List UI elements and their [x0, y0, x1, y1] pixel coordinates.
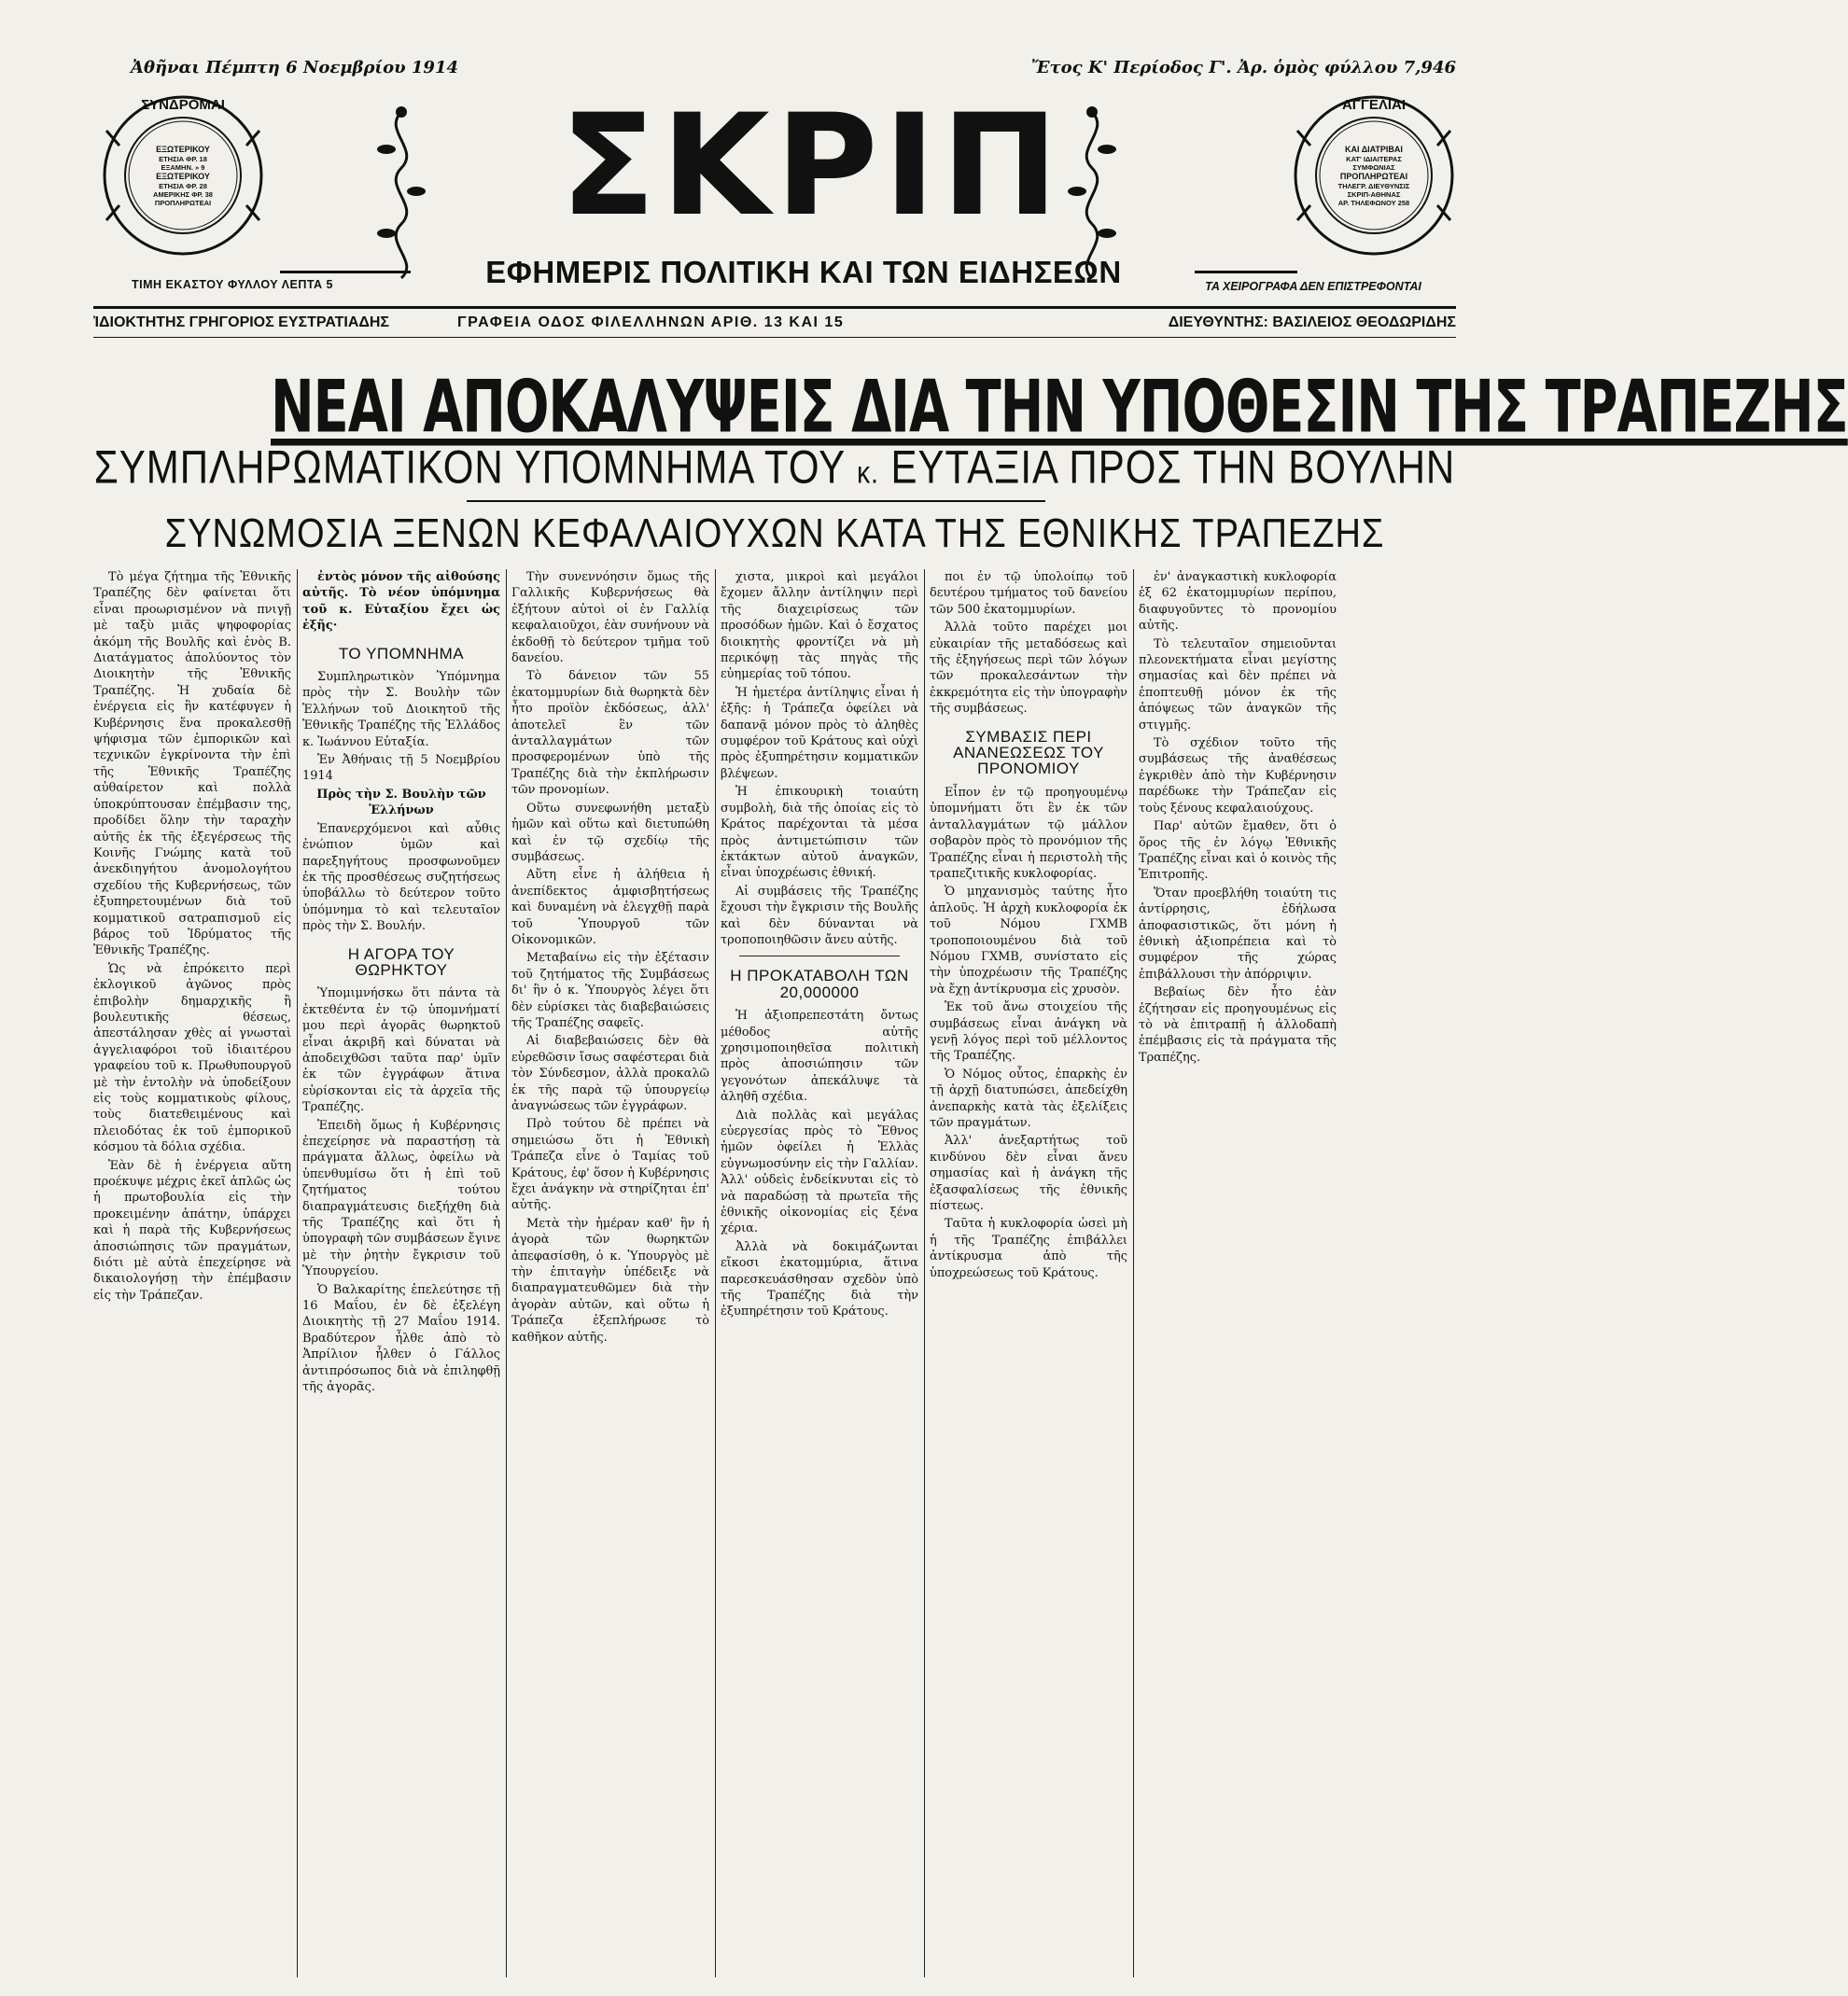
issue-date: Ἀθῆναι Πέμπτη 6 Νοεμβρίου 1914 [131, 58, 458, 77]
paragraph: Μετὰ τὴν ἡμέραν καθ' ἣν ἡ ἀγορὰ τῶν θωρηκτῶν ἀπεφασίσθη, ὁ κ. Ὑπουργὸς μὲ τὴν ἐπιταγὴν ὑπέδειξε νὰ διαπραγματευθῶμεν διὰ τὴν ἀγορὰν αὐτῶν, καὶ οὕτω ἡ Τράπεζα ἐξεπλήρωσε τὸ καθῆκον αὐτῆς. [511, 1216, 709, 1345]
subscriptions-ring-label: ΣΥΝΔΡΟΜΑΙ [141, 97, 225, 113]
offices-address: ΓΡΑΦΕΙΑ ΟΔΟΣ ΦΙΛΕΛΛΗΝΩΝ ΑΡΙΘ. 13 ΚΑΙ 15 [457, 314, 845, 330]
second-headline: ΣΥΜΠΛΗΡΩΜΑΤΙΚΟΝ ΥΠΟΜΝΗΜΑ ΤΟΥ κ. ΕΥΤΑΞΙΑ ΠΡΟΣ ΤΗΝ ΒΟΥΛΗΝ [93, 440, 1456, 494]
paragraph: Ὑπομιμνήσκω ὅτι πάντα τὰ ἐκτεθέντα ἐν τῷ ὑπομνήματί μου περὶ ἀγορᾶς θωρηκτοῦ εἶναι ἀκριβῆ καὶ δύναται νὰ ἀποδειχθῶσι ταῦτα παρ' ὑμῖν ἐκ τῶν ἐγγράφων ἅτινα εὑρίσκονται εἰς τὰ ἀρχεῖα τῆς Τραπέζης. [302, 986, 500, 1115]
paragraph: Ὁ μηχανισμὸς ταύτης ἦτο ἁπλοῦς. Ἡ ἀρχὴ κυκλοφορία ἐκ τοῦ Νόμου ΓΧΜΒ τροποποιουμένου διὰ τοῦ Νόμου ΓΧΜΒ, συνίστατο εἰς τὴν ὑποχρέωσιν τῆς Τραπέζης νὰ ἔχῃ ἀντίκρυσμα εἰς χρυσὸν. [930, 885, 1127, 997]
paragraph: Μεταβαίνω εἰς τὴν ἐξέτασιν τοῦ ζητήματος τῆς Συμβάσεως δι' ἣν ὁ κ. Ὑπουργὸς λέγει ὅτι δὲν εὑρίσκει τὰς διαβεβαιώσεις τῆς Τραπέζης σαφεῖς. [511, 951, 709, 1030]
section-heading: Η ΑΓΟΡΑ ΤΟΥ ΘΩΡΗΚΤΟΥ [347, 944, 455, 979]
article-columns [93, 569, 1456, 1977]
subscriptions-rates: ΕΞΩΤΕΡΙΚΟΥ ΕΤΗΣΙΑ ΦΡ. 18 ΕΞΑΜΗΝ. » 9 ΕΞΩΤΕΡΙΚΟΥ ΕΤΗΣΙΑ ΦΡ. 28 ΑΜΕΡΙΚΗΣ ΦΡ. 38 ΠΡΟΠΛΗΡΩΤΕΑΙ [153, 144, 213, 207]
paragraph: Οὕτω συνεφωνήθη μεταξὺ ἡμῶν καὶ οὕτω καὶ διετυπώθη καὶ ἐν τῷ σχεδίῳ τῆς συμβάσεως. [511, 801, 709, 864]
advertisements-ring-label: ΑΓΓΕΛΙΑΙ [1341, 97, 1407, 113]
column-5 [930, 569, 1127, 1977]
paragraph: Ὁ Βαλκαρίτης ἐπελεύτησε τῇ 16 Μαΐου, ἐν δὲ ἐξελέγη Διοικητὴς τῇ 27 Μαΐου 1914. Βραδύτερον ἦλθε ἀπὸ τὸ Ἀπρίλιον ἦλθεν ὁ Γάλλος ἀντιπρόσωπος διὰ νὰ ἐπιληφθῇ τῆς ἀγορᾶς. [302, 1282, 500, 1395]
paragraph: Τὴν συνεννόησιν ὅμως τῆς Γαλλικῆς Κυβερνήσεως θὰ ἐξήτουν αὐτοὶ οἱ ἐν Γαλλίᾳ κεφαλαιοῦχοι, ἐὰν συνήνουν νὰ ἐκδοθῇ τὸ δεύτερον τμῆμα τοῦ δανείου. [511, 570, 709, 666]
owner: ἸΔΙΟΚΤΗΤΗΣ ΓΡΗΓΟΡΙΟΣ ΕΥΣΤΡΑΤΙΑΔΗΣ [93, 314, 390, 330]
price-note: ΤΙΜΗ ΕΚΑΣΤΟΥ ΦΥΛΛΟΥ ΛΕΠΤΑ 5 [131, 278, 334, 291]
paragraph: Παρ' αὐτῶν ἔμαθεν, ὅτι ὁ ὅρος τῆς ἐν λόγῳ Ἐθνικῆς Τραπέζης εἶναι καὶ ὁ κοινὸς τῆς Ἐπιτροπῆς. [1139, 819, 1337, 883]
paragraph: Ἐκ τοῦ ἄνω στοιχείου τῆς συμβάσεως εἶναι ἀνάγκη νὰ γενῇ λόγος περὶ τοῦ μέλλοντος τῆς Τραπέζης. [930, 1000, 1127, 1064]
paragraph: ἐντὸς μόνον τῆς αἰθούσης αὐτῆς. Τὸ νέον ὑπόμνημα τοῦ κ. Εὐταξίου ἔχει ὡς ἑξῆς· [302, 570, 500, 634]
paragraph: Πρὸ τούτου δὲ πρέπει νὰ σημειώσω ὅτι ἡ Ἐθνικὴ Τράπεζα εἶνε ὁ Ταμίας τοῦ Κράτους, ἐφ' ὅσον ἡ Κυβέρνησις ἔχει ἀνάγκην νὰ στηρίζηται ἐπ' αὐτῆς. [511, 1117, 709, 1213]
paragraph: ποι ἐν τῷ ὑπολοίπῳ τοῦ δευτέρου τμήματος τοῦ δανείου τῶν 500 ἑκατομμυρίων. [930, 570, 1127, 617]
paragraph: Τὸ σχέδιον τοῦτο τῆς συμβάσεως τῆς ἀναθέσεως ἐγκριθὲν ἀπὸ τὴν Κυβέρνησιν παρέδωκε τὴν Τράπεζαν εἰς τοὺς ξένους κεφαλαιούχους. [1139, 736, 1337, 816]
subtitle-rule [280, 271, 411, 273]
section-heading: ΣΥΜΒΑΣΙΣ ΠΕΡΙ ΑΝΑΝΕΩΣΕΩΣ ΤΟΥ ΠΡΟΝΟΜΙΟΥ [953, 727, 1104, 778]
masthead [93, 85, 1456, 293]
paragraph: Ἐὰν δὲ ἡ ἐνέργεια αὕτη προέκυψε μέχρις ἐκεῖ ἁπλῶς ὡς ἡ πρωτοβουλία εἰς τὴν προκειμένην ἀπάτην, ὑπάρχει καὶ ἡ παρὰ τῆς Κυβερνήσεως ἀποσιώπησις τῶν πραγμάτων, διότι μὲ αὐτὰ ἐπεχείρησε νὰ δικαιολογήσῃ τὴν ἐπέμβασιν εἰς τὴν Τράπεζαν. [93, 1158, 291, 1303]
column-1 [93, 569, 291, 1977]
paragraph: Ἠ ἀξιοπρεπεστάτη ὄντως μέθοδος αὐτῆς χρησιμοποιηθεῖσα πολιτικὴ πρὸς ἀποσιώπησιν τῶν γεγονότων ἀπεκάλυψε τὰ ἀληθῆ σχέδια. [721, 1009, 918, 1105]
paragraph: Ἐπανερχόμενοι καὶ αὖθις ἐνώπιον ὑμῶν καὶ παρεξηγήτους προσφωνοῦμεν ἐκ τῆς προσθέσεως συζητήσεως ὑποβάλλω τὸ δεύτερον τοῦτο ὑπόμνημα τὸ καὶ τελευταῖον πρὸς τὴν Σ. Βουλήν. [302, 821, 500, 934]
main-headline: ΝΕΑΙ ΑΠΟΚΑΛΥΨΕΙΣ ΔΙΑ ΤΗΝ ΥΠΟΘΕΣΙΝ ΤΗΣ ΤΡΑΠΕΖΗΣ [271, 364, 1848, 450]
manuscripts-note: ΤΑ ΧΕΙΡΟΓΡΑΦΑ ΔΕΝ ΕΠΙΣΤΡΕΦΟΝΤΑΙ [1205, 280, 1421, 293]
paragraph: Ἐπειδὴ ὅμως ἡ Κυβέρνησις ἐπεχείρησε νὰ παραστήσῃ τὰ πράγματα ἄλλως, ὀφείλω νὰ ὑπενθυμίσω ὅτι ἡ ἐπὶ τοῦ ζητήματος τούτου διαπραγμάτευσις διεξήχθη διὰ τῆς Τραπέζης καὶ ὅτι ἡ ὑπογραφὴ τῶν συμβάσεων ἔγινε μὲ τὴν ῥητὴν ἔγκρισιν τοῦ Ὑπουργείου. [302, 1118, 500, 1279]
headline-rule [467, 500, 1045, 502]
paragraph: Εἶπον ἐν τῷ προηγουμένῳ ὑπομνήματι ὅτι ἓν ἐκ τῶν ἀνταλλαγμάτων τῷ μάλλον σοβαρὸν πρὸς τὸ προνόμιον τῆς Τραπέζης εἶναι ἡ περιστολὴ τῆς τραπεζιτικῆς κυκλοφορίας. [930, 785, 1127, 881]
advertisements-terms: ΚΑΙ ΔΙΑΤΡΙΒΑΙ ΚΑΤ' ΙΔΙΑΙΤΕΡΑΣ ΣΥΜΦΩΝΙΑΣ ΠΡΟΠΛΗΡΩΤΕΑΙ ΤΗΛΕΓΡ. ΔΙΕΥΘΥΝΣΙΣ ΣΚΡΙΠ-ΑΘΗΝΑΣ ΑΡ. ΤΗΛΕΦΩΝΟΥ 258 [1337, 144, 1410, 207]
issue-number: Ἔτος Κ' Περίοδος Γ'. Ἀρ. ὁμὸς φύλλου 7,946 [1030, 58, 1456, 77]
memo-date: Ἐν Ἀθήναις τῇ 5 Νοεμβρίου 1914 [302, 753, 500, 784]
section-heading: Η ΠΡΟΚΑΤΑΒΟΛΗ ΤΩΝ 20,000000 [730, 967, 909, 1001]
paragraph: ἐν' ἀναγκαστικὴ κυκλοφορία ἐξ 62 ἑκατομμυρίων περίπου, διαφυγοῦντες τὸ προνομίου αὐτῆς. [1139, 570, 1337, 634]
paragraph: Τὸ τελευταῖον σημειοῦνται πλεονεκτήματα εἶναι μεγίστης σημασίας καὶ δὲν πρέπει νὰ ἐποπτευθῇ μόνον ἐκ τῆς ἀπόψεως τῶν ἀναγκῶν τῆς στιγμῆς. [1139, 636, 1337, 733]
third-headline: ΣΥΝΩΜΟΣΙΑ ΞΕΝΩΝ ΚΕΦΑΛΑΙΟΥΧΩΝ ΚΑΤΑ ΤΗΣ ΕΘΝΙΚΗΣ ΤΡΑΠΕΖΗΣ [164, 511, 1385, 557]
masthead-subtitle: ΕΦΗΜΕΡΙΣ ΠΟΛΙΤΙΚΗ ΚΑΙ ΤΩΝ ΕΙΔΗΣΕΩΝ [485, 255, 1122, 289]
column-rule [715, 569, 716, 1977]
paragraph: Αὕτη εἶνε ἡ ἀλήθεια ἡ ἀνεπίδεκτος ἀμφισβητήσεως καὶ δυναμένη νὰ ἐλεγχθῇ παρὰ τοῦ Ὑπουργοῦ τῶν Οἰκονομικῶν. [511, 868, 709, 947]
column-rule [506, 569, 507, 1977]
paragraph: Ἀλλ' ἀνεξαρτήτως τοῦ κινδύνου δὲν εἶναι ἄνευ σημασίας καὶ ἡ ἀνάγκη τῆς ἐξασφαλίσεως τῆς ἐθνικῆς πίστεως. [930, 1134, 1127, 1214]
column-3 [511, 569, 709, 1977]
paragraph: Ὅταν προεβλήθη τοιαύτη τις ἀντίρρησις, ἐδήλωσα ἀποφασιστικῶς, ὅτι μόνη ἡ ἐθνικὴ ἀξιοπρέπεια καὶ τὸ συμφέρον τῆς χώρας ἐπιβάλλουσι τὴν ἀπόρριψιν. [1139, 886, 1337, 982]
column-rule [297, 569, 298, 1977]
paragraph: Ἀλλὰ τοῦτο παρέχει μοι εὐκαιρίαν τῆς μεταδόσεως καὶ τῆς ἐξηγήσεως περὶ τῶν λόγων τῶν προκαλεσάντων τὴν ἐκκρεμότητα εἰς τὴν ὑπογραφὴν τῆς συμβάσεως. [930, 621, 1127, 717]
paragraph: χιστα, μικροὶ καὶ μεγάλοι ἔχομεν ἄλλην ἀντίληψιν περὶ τῆς διαχειρίσεως τῶν προσόδων ἡμῶν. Καὶ ὁ ἔσχατος διοικητὴς φροντίζει νὰ μὴ περικόψῃ τὰς πηγὰς τῆς εὐημερίας τοῦ τόπου. [721, 570, 918, 682]
logo [523, 85, 1101, 247]
paragraph: Συμπληρωτικὸν Ὑπόμνημα πρὸς τὴν Σ. Βουλὴν τῶν Ἑλλήνων τοῦ Διοικητοῦ τῆς Ἐθνικῆς Τραπέζης τῆς Ἑλλάδος κ. Ἰωάννου Εὐταξία. [302, 670, 500, 749]
subscriptions-rosette [101, 93, 265, 258]
memo-address: Πρὸς τὴν Σ. Βουλὴν τῶν Ἑλλήνων [316, 787, 486, 818]
paragraph: Τὸ δάνειον τῶν 55 ἑκατομμυρίων διὰ θωρηκτὰ δὲν ἦτο προϊὸν ἐκδόσεως, ἀλλ' ἀποτελεῖ ἓν τῶν ἀνταλλαγμάτων τῶν προσφερομένων ὑπὸ τῆς Τραπέζης διὰ τὴν ἐκπλήρωσιν τῶν προνομίων. [511, 669, 709, 798]
paragraph: Βεβαίως δὲν ἦτο ἐὰν ἐζήτησαν εἰς προηγουμένως εἰς τὸ νὰ ἐπιτραπῇ ἡ ἀλλοδαπὴ ἐπέμβασις εἰς τὰ πράγματα τῆς Τραπέζης. [1139, 985, 1337, 1065]
column-4 [721, 569, 918, 1977]
column-rule [924, 569, 925, 1977]
paragraph: Ἡ ἐπικουρικὴ τοιαύτη συμβολὴ, διὰ τῆς ὁποίας εἰς τὸ Κράτος παρέχονται τὰ μέσα πρὸς ἀντιμετώπισιν τῶν ἐκτάκτων αὐτοῦ ἀναγκῶν, εἶναι ὑποχρέωσις ἐθνική. [721, 785, 918, 881]
paragraph: Διὰ πολλὰς καὶ μεγάλας εὐεργεσίας πρὸς τὸ Ἔθνος ἡμῶν ὀφείλει ἡ Ἑλλὰς εὐγνωμοσύνην εἰς τὴν Γαλλίαν. Ἀλλ' οὐδεὶς ἐνδείκνυται εἰς τὸ νὰ παραδώσῃ τὰ πρωτεῖα τῆς ἐθνικῆς οἰκονομίας εἰς ξένα χέρια. [721, 1108, 918, 1236]
info-bar [93, 306, 1456, 338]
paragraph: Ὁ Νόμος οὗτος, ἐπαρκὴς ἐν τῇ ἀρχῇ διατυπώσει, ἀπεδείχθη ἀνεπαρκὴς κατὰ τὰς ἐξελίξεις τῶν πραγμάτων. [930, 1067, 1127, 1130]
subtitle-rule [1195, 271, 1297, 273]
paragraph: Αἱ συμβάσεις τῆς Τραπέζης ἔχουσι τὴν ἔγκρισιν τῆς Βουλῆς καὶ δὲν δύνανται νὰ τροποποιηθῶσιν ἄνευ αὐτῆς. [721, 884, 918, 947]
column-6 [1139, 569, 1337, 1977]
paragraph: Αἱ διαβεβαιώσεις δὲν θὰ εὑρεθῶσιν ἴσως σαφέστεραι διὰ τὸν Σύνδεσμον, ἀλλὰ προκαλῶ ἐκ τῆς παρὰ τῷ ὑπουργείῳ ἀναγνώσεως τῶν ἐγγράφων. [511, 1034, 709, 1113]
column-2 [302, 569, 500, 1977]
paragraph: Ὡς νὰ ἐπρόκειτο περὶ ἐκλογικοῦ ἀγῶνος πρὸς ἐπιβολὴν δημαρχικῆς ἢ βουλευτικῆς θέσεως, ἀπεστάλησαν χθὲς αἱ γνωσταὶ ἀγγελιαφόροι τοῦ ἰδιαιτέρου γραφείου τοῦ κ. Πρωθυπουργοῦ μὲ τὴν ἐντολὴν νὰ ὑποδείξουν εἰς τοὺς κομματικοὺς φίλους, τοὺς διατεθειμένους καὶ πλειοδότας ἐκ τοῦ ἐμπορικοῦ κόσμου τὰ δόλια σχέδια. [93, 961, 291, 1155]
paragraph: Τὸ μέγα ζήτημα τῆς Ἐθνικῆς Τραπέζης δὲν φαίνεται ὅτι εἶναι προωρισμένον νὰ πνιγῇ μὲ ταξὺ μιᾶς ψηφοφορίας ἀκόμη τῆς Βουλῆς καὶ ἑνὸς Β. Διατάγματος ἀπολύοντος τὸν Διοικητὴν τῆς Ἐθνικῆς Τραπέζης. Ἡ χυδαία δὲ ἐνέργεια εἰς ἣν κατέφυγεν ἡ Κυβέρνησις ἕνα προκαλεσθῇ ψήφισμα τῶν ἐμπορικῶν καὶ τεχνικῶν ἐγκρίνοντα τὴν ἐπὶ τῆς Ἐθνικῆς Τραπέζης αὐθαίρετον καὶ πολλὰ ὑποκρύπτουσαν ἐπέμβασιν της, προδίδει ὅλην τὴν ταραχὴν αὐτῆς ἐκ τῆς ἐξεγέρσεως τῆς Κοινῆς Γνώμης κατὰ τοῦ ἀνεκδιηγήτου ἀνομολογήτου σχεδίου τῆς Κυβερνήσεως, τῶν ἐξυπηρετουμένων διὰ τοῦ κομματικοῦ σατραπισμοῦ εἰς βάρος τοῦ Ἱδρύματος τῆς Ἐθνικῆς Τραπέζης. [93, 570, 291, 958]
advertisements-rosette [1292, 93, 1456, 258]
column-rule [1133, 569, 1134, 1977]
section-heading: ΤΟ ΥΠΟΜΝΗΜΑ [338, 644, 465, 663]
director: ΔΙΕΥΘΥΝΤΗΣ: ΒΑΣΙΛΕΙΟΣ ΘΕΟΔΩΡΙΔΗΣ [1168, 314, 1456, 330]
paragraph: Ἡ ἡμετέρα ἀντίληψις εἶναι ἡ ἐξῆς: ἡ Τράπεζα ὀφείλει νὰ δαπανᾷ μόνον πρὸς τὸ ἀληθὲς συμφέρον τοῦ Κράτους καὶ οὐχὶ πρὸς ἐξυπηρέτησιν κομματικῶν βλέψεων. [721, 685, 918, 781]
dateline [131, 58, 1456, 82]
masthead-title: ΣΚΡΙΠ [560, 85, 1064, 247]
paragraph: Ταῦτα ἡ κυκλοφορία ὡσεὶ μὴ ἡ τῆς Τραπέζης ἐπιβάλλει ἀντίκρυσμα ἀπὸ τῆς ὑποχρεώσεως τοῦ Κράτους. [930, 1217, 1127, 1280]
paragraph: Ἀλλὰ νὰ δοκιμάζωνται εἴκοσι ἑκατομμύρια, ἅτινα παρεσκευάσθησαν σχεδὸν ὑπὸ τῆς Τραπέζης διὰ τὴν ἐξυπηρέτησιν τοῦ Κράτους. [721, 1239, 918, 1319]
